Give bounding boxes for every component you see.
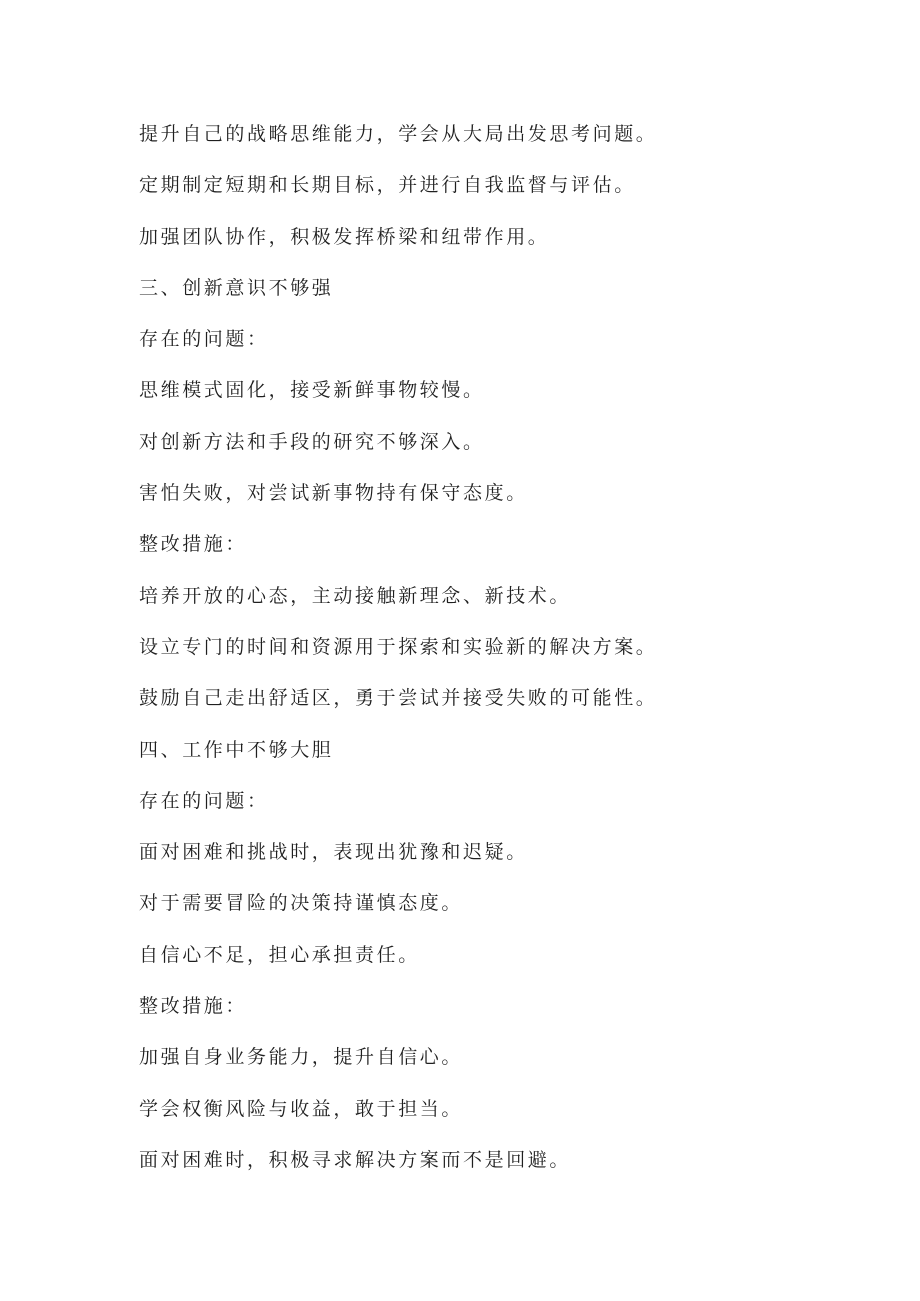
subheading-measures: 整改措施： xyxy=(139,995,248,1018)
paragraph-rigid-thinking: 思维模式固化，接受新鲜事物较慢。 xyxy=(139,379,485,402)
paragraph-fear-of-failure: 害怕失败，对尝试新事物持有保守态度。 xyxy=(139,482,528,505)
subheading-problems: 存在的问题： xyxy=(139,789,269,812)
paragraph-cautious-decisions: 对于需要冒险的决策持谨慎态度。 xyxy=(139,892,464,915)
paragraph-set-goals: 定期制定短期和长期目标，并进行自我监督与评估。 xyxy=(139,174,636,197)
document-body xyxy=(139,115,859,1192)
paragraph-dedicated-resources: 设立专门的时间和资源用于探索和实验新的解决方案。 xyxy=(139,635,658,658)
paragraph-team-collaboration: 加强团队协作，积极发挥桥梁和纽带作用。 xyxy=(139,225,550,248)
section-heading-innovation: 三、创新意识不够强 xyxy=(139,276,334,299)
paragraph-improve-ability: 加强自身业务能力，提升自信心。 xyxy=(139,1046,464,1069)
paragraph-research-depth: 对创新方法和手段的研究不够深入。 xyxy=(139,430,485,453)
subheading-problems: 存在的问题： xyxy=(139,328,269,351)
paragraph-open-mindset: 培养开放的心态，主动接触新理念、新技术。 xyxy=(139,584,572,607)
paragraph-comfort-zone: 鼓励自己走出舒适区，勇于尝试并接受失败的可能性。 xyxy=(139,687,658,710)
subheading-measures: 整改措施： xyxy=(139,533,248,556)
paragraph-strategic-thinking: 提升自己的战略思维能力，学会从大局出发思考问题。 xyxy=(139,123,658,145)
paragraph-seek-solutions: 面对困难时，积极寻求解决方案而不是回避。 xyxy=(139,1148,572,1171)
paragraph-lack-confidence: 自信心不足，担心承担责任。 xyxy=(139,943,420,966)
paragraph-hesitation: 面对困难和挑战时，表现出犹豫和迟疑。 xyxy=(139,841,528,864)
section-heading-boldness: 四、工作中不够大胆 xyxy=(139,738,334,761)
paragraph-weigh-risk: 学会权衡风险与收益，敢于担当。 xyxy=(139,1097,464,1120)
